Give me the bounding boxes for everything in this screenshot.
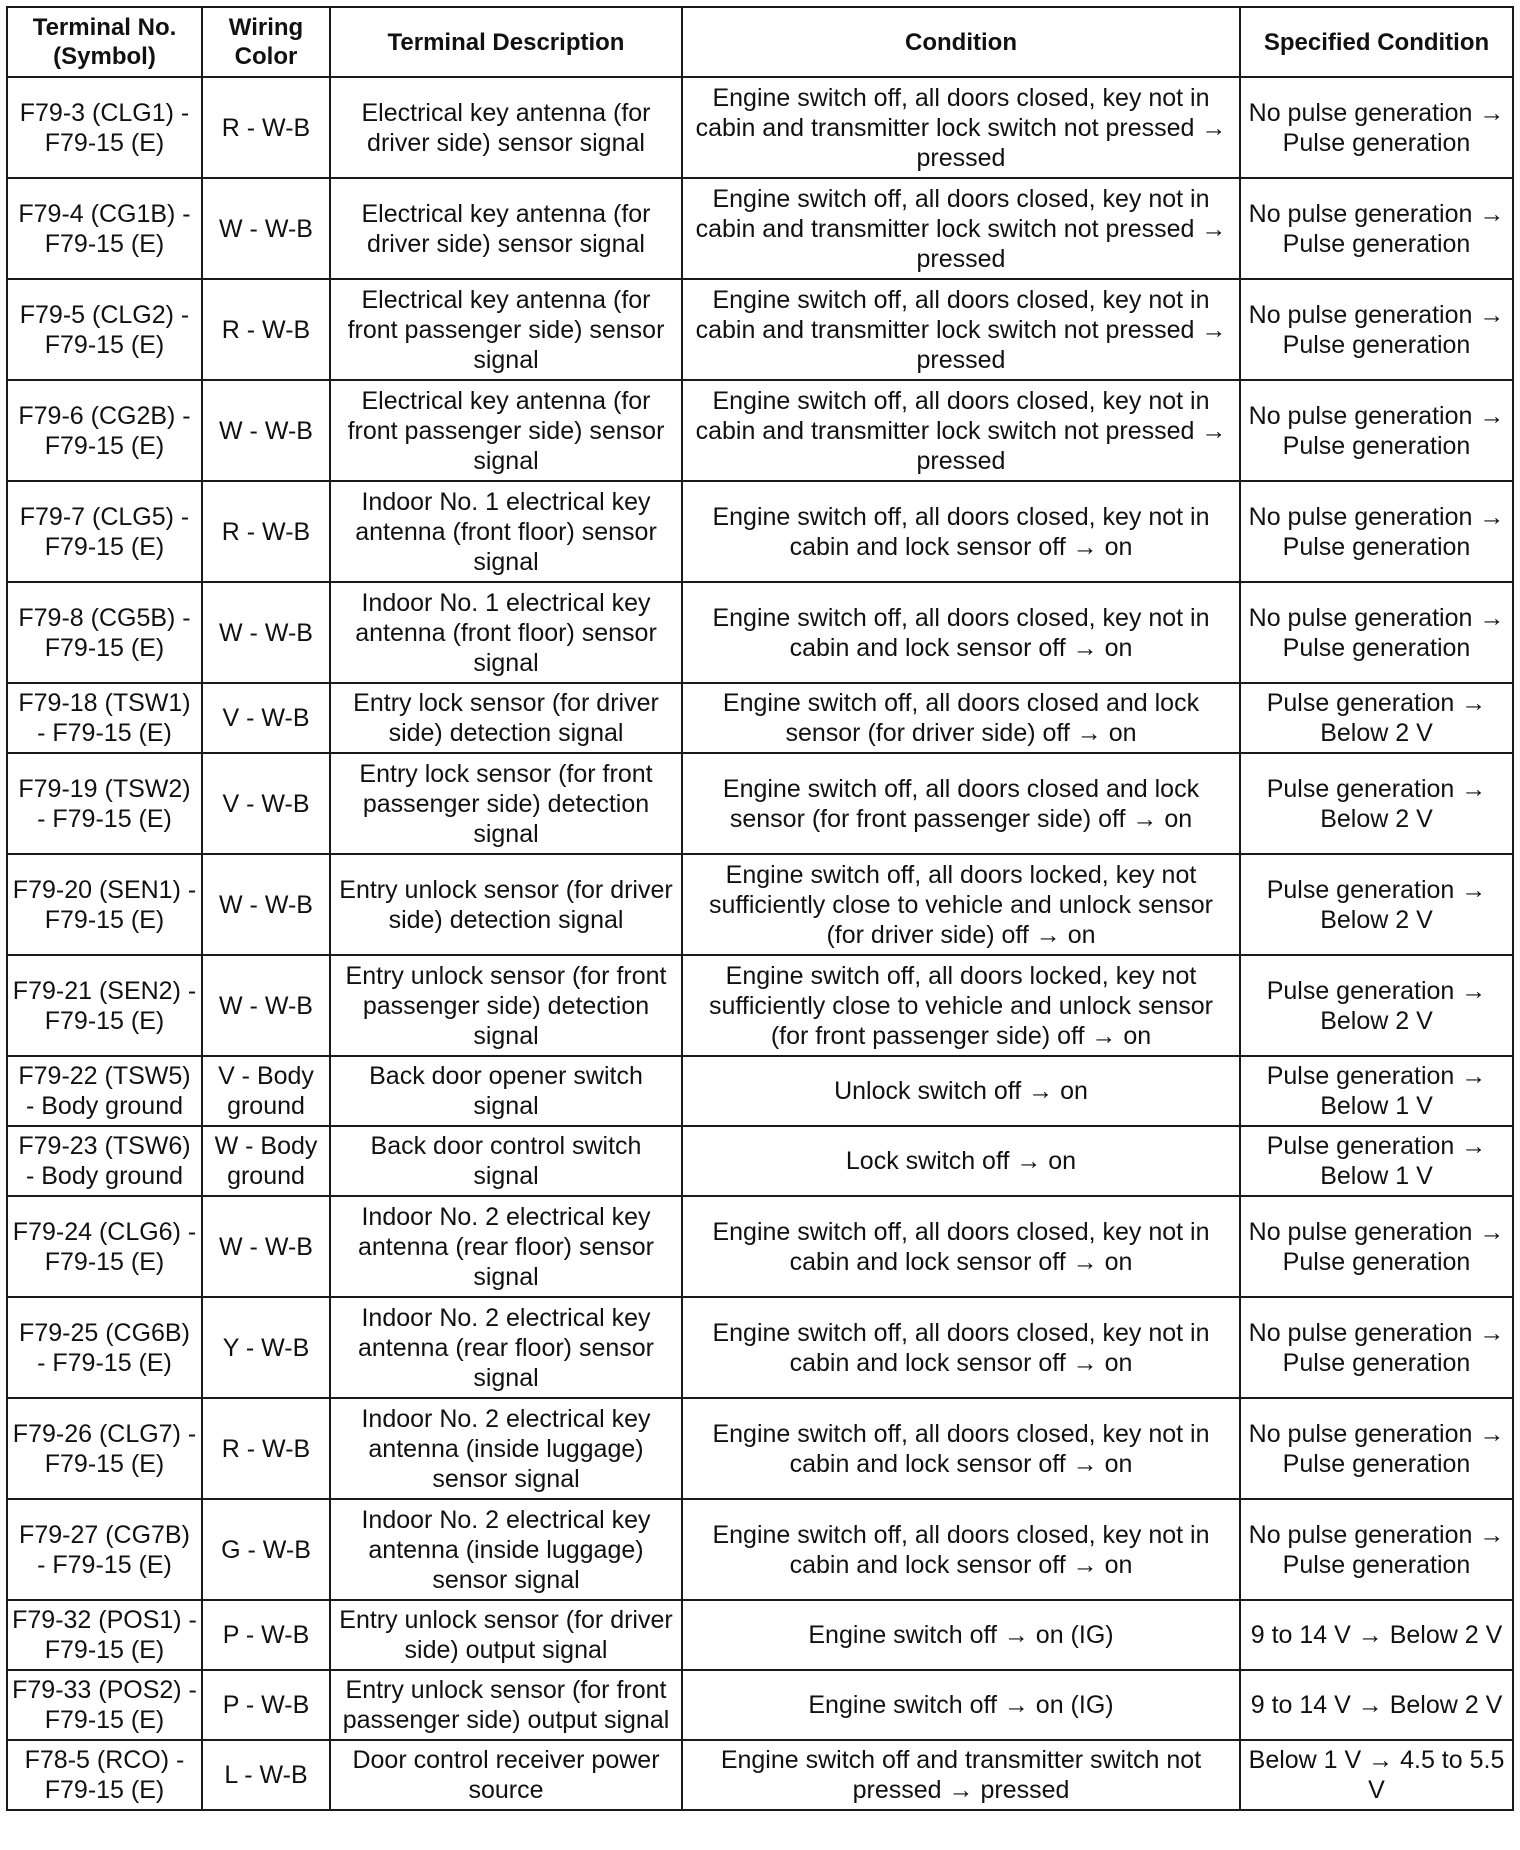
- terminal-table-wrapper: [6, 6, 1514, 1811]
- cell-specified: No pulse generation → Pulse generation: [1240, 178, 1513, 279]
- cell-wiring: V - W-B: [202, 683, 330, 753]
- table-row: [7, 582, 1513, 683]
- header-row: [7, 7, 1513, 77]
- cell-specified: Pulse generation → Below 2 V: [1240, 854, 1513, 955]
- cell-specified: Pulse generation → Below 1 V: [1240, 1126, 1513, 1196]
- cell-terminal: F79-22 (TSW5) - Body ground: [7, 1056, 202, 1126]
- cell-condition: Engine switch off, all doors closed, key not in cabin and transmitter lock switch not pressed → pressed: [682, 77, 1240, 178]
- cell-description: Electrical key antenna (for front passenger side) sensor signal: [330, 380, 682, 481]
- cell-wiring: P - W-B: [202, 1670, 330, 1740]
- cell-condition: Engine switch off, all doors locked, key not sufficiently close to vehicle and unlock sensor (for front passenger side) off → on: [682, 955, 1240, 1056]
- cell-specified: No pulse generation → Pulse generation: [1240, 1398, 1513, 1499]
- table-row: [7, 380, 1513, 481]
- cell-condition: Engine switch off, all doors closed, key not in cabin and transmitter lock switch not pressed → pressed: [682, 279, 1240, 380]
- cell-terminal: F79-25 (CG6B) - F79-15 (E): [7, 1297, 202, 1398]
- table-row: [7, 683, 1513, 753]
- table-row: [7, 77, 1513, 178]
- cell-condition: Engine switch off, all doors closed and lock sensor (for driver side) off → on: [682, 683, 1240, 753]
- cell-wiring: R - W-B: [202, 77, 330, 178]
- cell-wiring: W - W-B: [202, 380, 330, 481]
- cell-condition: Engine switch off → on (IG): [682, 1600, 1240, 1670]
- table-row: [7, 1600, 1513, 1670]
- cell-description: Indoor No. 1 electrical key antenna (front floor) sensor signal: [330, 582, 682, 683]
- cell-description: Back door opener switch signal: [330, 1056, 682, 1126]
- cell-terminal: F79-4 (CG1B) - F79-15 (E): [7, 178, 202, 279]
- cell-wiring: W - W-B: [202, 582, 330, 683]
- cell-condition: Engine switch off, all doors closed, key not in cabin and lock sensor off → on: [682, 582, 1240, 683]
- cell-description: Electrical key antenna (for driver side) sensor signal: [330, 178, 682, 279]
- cell-specified: Pulse generation → Below 2 V: [1240, 753, 1513, 854]
- cell-wiring: R - W-B: [202, 481, 330, 582]
- cell-description: Entry unlock sensor (for front passenger side) output signal: [330, 1670, 682, 1740]
- cell-specified: No pulse generation → Pulse generation: [1240, 1499, 1513, 1600]
- cell-wiring: W - W-B: [202, 854, 330, 955]
- table-row: [7, 1056, 1513, 1126]
- cell-description: Entry lock sensor (for front passenger side) detection signal: [330, 753, 682, 854]
- cell-description: Door control receiver power source: [330, 1740, 682, 1810]
- cell-condition: Engine switch off → on (IG): [682, 1670, 1240, 1740]
- cell-condition: Engine switch off and transmitter switch not pressed → pressed: [682, 1740, 1240, 1810]
- cell-specified: Pulse generation → Below 2 V: [1240, 683, 1513, 753]
- cell-description: Entry lock sensor (for driver side) detection signal: [330, 683, 682, 753]
- cell-condition: Engine switch off, all doors locked, key not sufficiently close to vehicle and unlock sensor (for driver side) off → on: [682, 854, 1240, 955]
- cell-terminal: F79-19 (TSW2) - F79-15 (E): [7, 753, 202, 854]
- cell-wiring: Y - W-B: [202, 1297, 330, 1398]
- header-condition: Condition: [682, 7, 1240, 77]
- cell-condition: Engine switch off, all doors closed, key not in cabin and lock sensor off → on: [682, 1196, 1240, 1297]
- table-row: [7, 1670, 1513, 1740]
- cell-condition: Unlock switch off → on: [682, 1056, 1240, 1126]
- cell-terminal: F79-33 (POS2) - F79-15 (E): [7, 1670, 202, 1740]
- cell-wiring: W - W-B: [202, 1196, 330, 1297]
- cell-specified: 9 to 14 V → Below 2 V: [1240, 1600, 1513, 1670]
- cell-condition: Engine switch off, all doors closed, key not in cabin and lock sensor off → on: [682, 481, 1240, 582]
- cell-wiring: W - W-B: [202, 178, 330, 279]
- cell-terminal: F79-21 (SEN2) - F79-15 (E): [7, 955, 202, 1056]
- table-row: [7, 1740, 1513, 1810]
- cell-terminal: F79-20 (SEN1) - F79-15 (E): [7, 854, 202, 955]
- cell-terminal: F79-32 (POS1) - F79-15 (E): [7, 1600, 202, 1670]
- table-row: [7, 279, 1513, 380]
- cell-terminal: F79-24 (CLG6) - F79-15 (E): [7, 1196, 202, 1297]
- table-row: [7, 955, 1513, 1056]
- cell-wiring: R - W-B: [202, 279, 330, 380]
- cell-specified: No pulse generation → Pulse generation: [1240, 1196, 1513, 1297]
- cell-description: Back door control switch signal: [330, 1126, 682, 1196]
- cell-specified: No pulse generation → Pulse generation: [1240, 1297, 1513, 1398]
- cell-terminal: F79-18 (TSW1) - F79-15 (E): [7, 683, 202, 753]
- table-row: [7, 753, 1513, 854]
- cell-condition: Engine switch off, all doors closed, key not in cabin and transmitter lock switch not pressed → pressed: [682, 380, 1240, 481]
- cell-condition: Engine switch off, all doors closed, key not in cabin and lock sensor off → on: [682, 1398, 1240, 1499]
- cell-terminal: F79-23 (TSW6) - Body ground: [7, 1126, 202, 1196]
- cell-condition: Lock switch off → on: [682, 1126, 1240, 1196]
- cell-wiring: L - W-B: [202, 1740, 330, 1810]
- table-row: [7, 481, 1513, 582]
- table-row: [7, 1398, 1513, 1499]
- cell-specified: No pulse generation → Pulse generation: [1240, 279, 1513, 380]
- cell-terminal: F79-27 (CG7B) - F79-15 (E): [7, 1499, 202, 1600]
- cell-description: Indoor No. 1 electrical key antenna (front floor) sensor signal: [330, 481, 682, 582]
- cell-description: Indoor No. 2 electrical key antenna (rear floor) sensor signal: [330, 1196, 682, 1297]
- cell-terminal: F79-5 (CLG2) - F79-15 (E): [7, 279, 202, 380]
- cell-condition: Engine switch off, all doors closed, key not in cabin and lock sensor off → on: [682, 1297, 1240, 1398]
- cell-description: Electrical key antenna (for driver side) sensor signal: [330, 77, 682, 178]
- cell-specified: No pulse generation → Pulse generation: [1240, 481, 1513, 582]
- cell-description: Entry unlock sensor (for driver side) detection signal: [330, 854, 682, 955]
- header-terminal-description: Terminal Description: [330, 7, 682, 77]
- cell-specified: Pulse generation → Below 1 V: [1240, 1056, 1513, 1126]
- table-row: [7, 178, 1513, 279]
- header-specified-condition: Specified Condition: [1240, 7, 1513, 77]
- cell-description: Indoor No. 2 electrical key antenna (inside luggage) sensor signal: [330, 1499, 682, 1600]
- cell-wiring: R - W-B: [202, 1398, 330, 1499]
- cell-terminal: F79-3 (CLG1) - F79-15 (E): [7, 77, 202, 178]
- cell-specified: 9 to 14 V → Below 2 V: [1240, 1670, 1513, 1740]
- cell-terminal: F79-26 (CLG7) - F79-15 (E): [7, 1398, 202, 1499]
- cell-wiring: G - W-B: [202, 1499, 330, 1600]
- cell-description: Indoor No. 2 electrical key antenna (rear floor) sensor signal: [330, 1297, 682, 1398]
- cell-condition: Engine switch off, all doors closed, key not in cabin and lock sensor off → on: [682, 1499, 1240, 1600]
- cell-description: Entry unlock sensor (for driver side) output signal: [330, 1600, 682, 1670]
- cell-specified: Below 1 V → 4.5 to 5.5 V: [1240, 1740, 1513, 1810]
- cell-wiring: W - W-B: [202, 955, 330, 1056]
- cell-description: Electrical key antenna (for front passenger side) sensor signal: [330, 279, 682, 380]
- cell-terminal: F79-6 (CG2B) - F79-15 (E): [7, 380, 202, 481]
- cell-condition: Engine switch off, all doors closed and lock sensor (for front passenger side) off → on: [682, 753, 1240, 854]
- cell-wiring: V - Body ground: [202, 1056, 330, 1126]
- cell-wiring: W - Body ground: [202, 1126, 330, 1196]
- table-row: [7, 1196, 1513, 1297]
- cell-wiring: V - W-B: [202, 753, 330, 854]
- cell-specified: No pulse generation → Pulse generation: [1240, 380, 1513, 481]
- terminal-table: [6, 6, 1514, 1811]
- header-wiring-color: Wiring Color: [202, 7, 330, 77]
- table-row: [7, 1297, 1513, 1398]
- cell-specified: No pulse generation → Pulse generation: [1240, 77, 1513, 178]
- cell-terminal: F79-8 (CG5B) - F79-15 (E): [7, 582, 202, 683]
- table-row: [7, 1499, 1513, 1600]
- table-row: [7, 854, 1513, 955]
- cell-terminal: F78-5 (RCO) - F79-15 (E): [7, 1740, 202, 1810]
- cell-terminal: F79-7 (CLG5) - F79-15 (E): [7, 481, 202, 582]
- cell-condition: Engine switch off, all doors closed, key not in cabin and transmitter lock switch not pressed → pressed: [682, 178, 1240, 279]
- cell-description: Indoor No. 2 electrical key antenna (inside luggage) sensor signal: [330, 1398, 682, 1499]
- table-row: [7, 1126, 1513, 1196]
- cell-specified: No pulse generation → Pulse generation: [1240, 582, 1513, 683]
- cell-wiring: P - W-B: [202, 1600, 330, 1670]
- header-terminal: Terminal No. (Symbol): [7, 7, 202, 77]
- cell-description: Entry unlock sensor (for front passenger side) detection signal: [330, 955, 682, 1056]
- cell-specified: Pulse generation → Below 2 V: [1240, 955, 1513, 1056]
